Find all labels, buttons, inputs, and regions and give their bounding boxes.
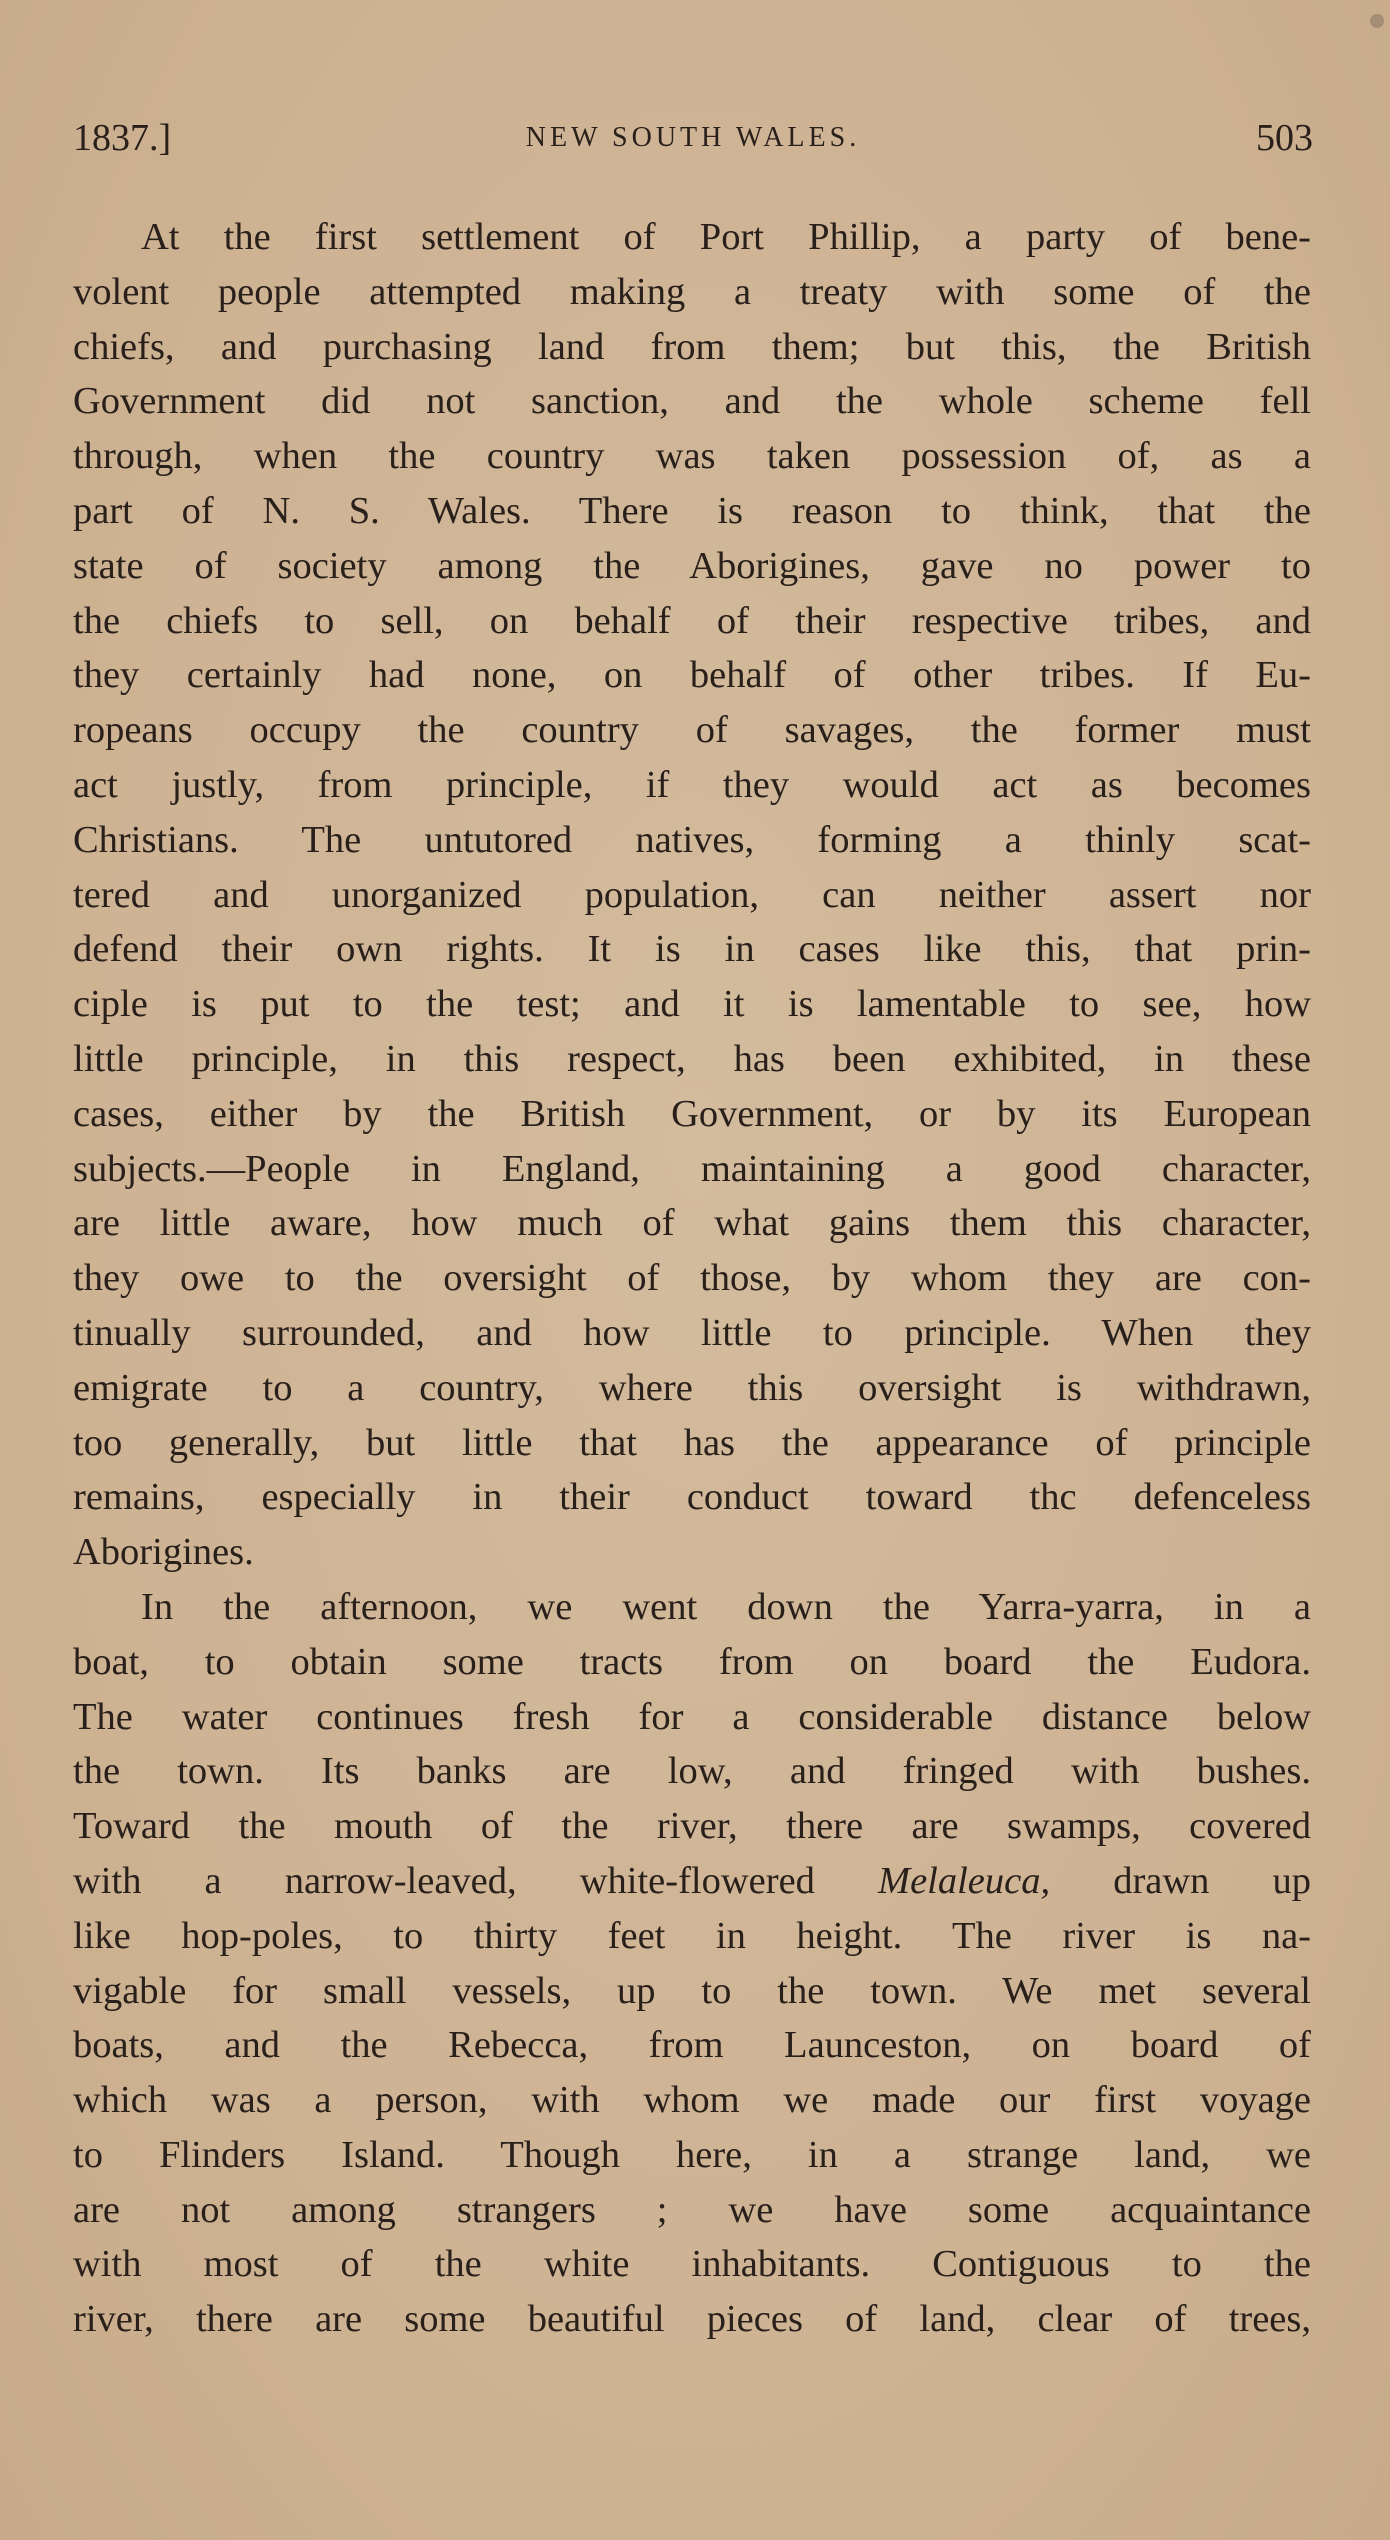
line-text: too generally, but little that has the appearance of principle bbox=[73, 1421, 1311, 1464]
header-year: 1837.] bbox=[73, 117, 172, 159]
text-line bbox=[73, 922, 1311, 977]
text-line bbox=[73, 2237, 1311, 2292]
text-line bbox=[73, 1799, 1311, 1854]
body-text bbox=[73, 210, 1311, 2347]
line-text: defend their own rights. It is in cases like this, that prin- bbox=[73, 928, 1311, 971]
text-line bbox=[73, 868, 1311, 923]
text-line bbox=[73, 2073, 1311, 2128]
text-line bbox=[73, 265, 1311, 320]
line-text: the chiefs to sell, on behalf of their respective tribes, and bbox=[73, 599, 1311, 642]
text-line bbox=[73, 1196, 1311, 1251]
page-number: 503 bbox=[1256, 117, 1313, 159]
text-line bbox=[73, 2128, 1311, 2183]
text-line bbox=[73, 813, 1311, 868]
line-text: The water continues fresh for a considerable distance below bbox=[73, 1695, 1311, 1738]
line-text: subjects.—People in England, maintaining a good character, bbox=[73, 1147, 1311, 1190]
line-text: they certainly had none, on behalf of other tribes. If Eu- bbox=[73, 654, 1311, 697]
italic-term: Melaleuca, bbox=[878, 1859, 1051, 1902]
text-line bbox=[73, 1964, 1311, 2019]
text-line bbox=[73, 1416, 1311, 1471]
text-line bbox=[73, 594, 1311, 649]
text-line bbox=[73, 1909, 1311, 1964]
text-line bbox=[73, 1744, 1311, 1799]
line-text: Government did not sanction, and the whole scheme fell bbox=[73, 380, 1311, 423]
line-text: Aborigines. bbox=[73, 1531, 254, 1574]
line-text: tered and unorganized population, can neither assert nor bbox=[73, 873, 1311, 916]
line-text: act justly, from principle, if they would act as becomes bbox=[73, 763, 1311, 806]
line-text: with most of the white inhabitants. Contiguous to the bbox=[73, 2243, 1311, 2286]
line-text: Toward the mouth of the river, there are swamps, covered bbox=[73, 1805, 1311, 1848]
line-text: tinually surrounded, and how little to principle. When they bbox=[73, 1311, 1311, 1354]
line-text-after: drawn up bbox=[1050, 1859, 1311, 1902]
running-header bbox=[73, 116, 1313, 176]
text-line bbox=[73, 539, 1311, 594]
text-line bbox=[73, 210, 1311, 265]
text-line bbox=[73, 2018, 1311, 2073]
text-line bbox=[73, 1251, 1311, 1306]
line-text: cases, either by the British Government, or by its European bbox=[73, 1092, 1311, 1135]
line-text: volent people attempted making a treaty with some of the bbox=[73, 270, 1311, 313]
line-text: part of N. S. Wales. There is reason to think, that the bbox=[73, 489, 1311, 532]
line-text: to Flinders Island. Though here, in a strange land, we bbox=[73, 2133, 1311, 2176]
text-line bbox=[73, 1525, 1311, 1580]
text-line bbox=[73, 703, 1311, 758]
text-line bbox=[73, 1580, 1311, 1635]
line-text: chiefs, and purchasing land from them; but this, the British bbox=[73, 325, 1311, 368]
header-title: NEW SOUTH WALES. bbox=[525, 122, 861, 153]
line-text: little principle, in this respect, has been exhibited, in these bbox=[73, 1037, 1311, 1080]
text-line bbox=[73, 1306, 1311, 1361]
line-text: the town. Its banks are low, and fringed with bushes. bbox=[73, 1750, 1311, 1793]
line-text: are little aware, how much of what gains them this character, bbox=[73, 1202, 1311, 1245]
line-text: river, there are some beautiful pieces of land, clear of trees, bbox=[73, 2298, 1311, 2341]
line-text: which was a person, with whom we made our first voyage bbox=[73, 2079, 1311, 2122]
line-text: remains, especially in their conduct toward thc defenceless bbox=[73, 1476, 1311, 1519]
text-line bbox=[73, 1635, 1311, 1690]
text-line bbox=[73, 1361, 1311, 1416]
text-line bbox=[73, 320, 1311, 375]
page-blemish bbox=[1370, 14, 1384, 28]
line-text: At the first settlement of Port Phillip, a party of bene- bbox=[141, 216, 1311, 258]
text-line bbox=[73, 648, 1311, 703]
text-line bbox=[73, 2292, 1311, 2347]
text-line bbox=[73, 1690, 1311, 1745]
line-text: vigable for small vessels, up to the town. We met several bbox=[73, 1969, 1311, 2012]
line-text: state of society among the Aborigines, gave no power to bbox=[73, 544, 1311, 587]
line-text: boat, to obtain some tracts from on board the Eudora. bbox=[73, 1640, 1311, 1683]
text-line bbox=[73, 758, 1311, 813]
text-line bbox=[73, 1032, 1311, 1087]
text-line bbox=[73, 2183, 1311, 2238]
text-line bbox=[73, 977, 1311, 1032]
line-text: ciple is put to the test; and it is lamentable to see, how bbox=[73, 983, 1311, 1026]
line-text: boats, and the Rebecca, from Launceston, on board of bbox=[73, 2024, 1311, 2067]
text-line bbox=[73, 429, 1311, 484]
line-text: with a narrow-leaved, white-flowered bbox=[73, 1859, 878, 1902]
line-text: through, when the country was taken possession of, as a bbox=[73, 435, 1311, 478]
line-text: like hop-poles, to thirty feet in height. The river is na- bbox=[73, 1914, 1311, 1957]
text-line bbox=[73, 1470, 1311, 1525]
text-line bbox=[73, 1854, 1311, 1909]
text-line bbox=[73, 374, 1311, 429]
line-text: emigrate to a country, where this oversight is withdrawn, bbox=[73, 1366, 1311, 1409]
line-text: they owe to the oversight of those, by whom they are con- bbox=[73, 1257, 1311, 1300]
line-text: In the afternoon, we went down the Yarra-yarra, in a bbox=[141, 1585, 1311, 1628]
line-text: Christians. The untutored natives, forming a thinly scat- bbox=[73, 818, 1311, 861]
line-text: are not among strangers ; we have some acquaintance bbox=[73, 2188, 1311, 2231]
text-line bbox=[73, 484, 1311, 539]
text-line bbox=[73, 1087, 1311, 1142]
line-text: ropeans occupy the country of savages, the former must bbox=[73, 709, 1311, 752]
text-line bbox=[73, 1142, 1311, 1197]
